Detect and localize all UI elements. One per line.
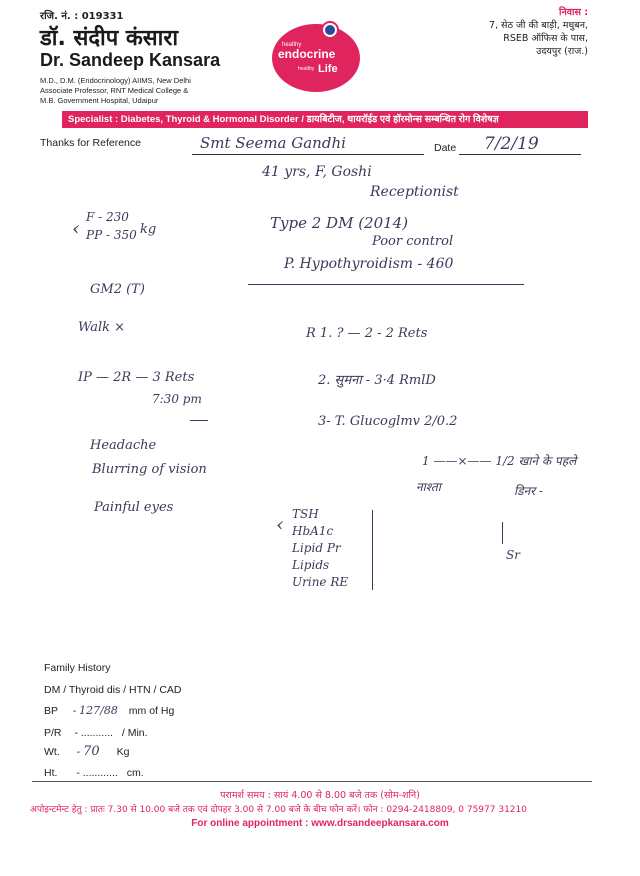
logo-healthy-top: healthy bbox=[282, 42, 302, 48]
address-label: निवास : bbox=[558, 7, 588, 18]
ht-value: ............ bbox=[82, 767, 118, 779]
ht-unit: cm. bbox=[126, 767, 144, 779]
rx-line-2: 2. सुमना - 3·4 RmlD bbox=[318, 373, 436, 388]
diagnosis-underline bbox=[248, 284, 524, 285]
sugar-pp: PP - 350 bbox=[86, 228, 137, 242]
sugar-fasting: F - 230 bbox=[86, 210, 129, 224]
sugar-unit: kg bbox=[140, 222, 157, 237]
symptom-painful-eyes: Painful eyes bbox=[94, 500, 174, 515]
diagnosis-dm: Type 2 DM (2014) bbox=[270, 214, 409, 232]
consultation-time: परामर्श समय : सायं 4.00 से 8.00 बजे तक (सोम-शनि) bbox=[220, 790, 420, 801]
specialist-banner: Specialist : Diabetes, Thyroid & Hormonal Disorder / डायबिटीज, थायरॉईड एवं हॉरमोन्स सम्बन्धित रोग विशेषज्ञ bbox=[62, 111, 588, 128]
test-item: Lipids bbox=[292, 558, 330, 572]
healthy-endocrine-logo bbox=[268, 18, 364, 94]
family-history-label: Family History bbox=[44, 662, 111, 674]
wt-unit: Kg bbox=[116, 746, 130, 758]
bp-row: BP - 127/88 mm of Hg bbox=[44, 704, 175, 717]
qualification-line: M.D., D.M. (Endocrinology) AIIMS, New Delhi bbox=[40, 76, 191, 85]
tests-divider bbox=[372, 510, 373, 590]
test-item: TSH bbox=[292, 507, 319, 521]
qualifications bbox=[40, 76, 240, 106]
pr-row: P/R - ........... / Min. bbox=[44, 727, 148, 739]
pr-value: ........... bbox=[80, 727, 113, 739]
tick-mark bbox=[502, 522, 503, 544]
bp-label: BP bbox=[44, 705, 58, 717]
address-line: RSEB ऑफिस के पास, bbox=[503, 33, 588, 44]
footer-divider bbox=[32, 781, 592, 782]
doctor-name: Dr. Sandeep Kansara bbox=[40, 50, 221, 70]
insulin-plan: IP — 2R — 3 Rets bbox=[78, 370, 195, 385]
reference-underline bbox=[192, 154, 424, 155]
address-line: उदयपुर (राज.) bbox=[536, 46, 588, 57]
appointment-info: अपोइन्टमेन्ट हेतु : प्रातः 7.30 से 10.00 बजे तक एवं दोपहर 3.00 से 7.00 बजे के बीच फोन करें। फोन : 0294-2418809, 0 75977 31210 bbox=[30, 805, 527, 815]
bracket-mark: ‹ bbox=[72, 216, 80, 240]
history-conditions: DM / Thyroid dis / HTN / CAD bbox=[44, 684, 182, 696]
rx-line-1: R 1. ? — 2 - 2 Rets bbox=[306, 326, 428, 341]
time-underline bbox=[190, 420, 208, 421]
bp-value: 127/88 bbox=[79, 704, 118, 717]
residence-address bbox=[489, 6, 588, 58]
test-item: Lipid Pr bbox=[292, 541, 341, 555]
symptom-headache: Headache bbox=[90, 438, 157, 453]
dose-dinner: डिनर - bbox=[514, 484, 543, 498]
symptom-blurring: Blurring of vision bbox=[92, 462, 207, 477]
diagnosis-hypothyroid: P. Hypothyroidism - 460 bbox=[284, 256, 454, 272]
pr-unit: / Min. bbox=[121, 727, 148, 739]
doctor-name-hindi: डॉ. संदीप कंसारा bbox=[40, 26, 179, 51]
wt-label: Wt. bbox=[44, 746, 60, 758]
thanks-for-reference-label: Thanks for Reference bbox=[40, 137, 141, 149]
wt-value: 70 bbox=[83, 744, 100, 759]
logo-endocrine: endocrine bbox=[278, 47, 336, 61]
pr-label: P/R bbox=[44, 727, 62, 739]
logo-life: Life bbox=[318, 63, 338, 75]
tests-bracket: ‹ bbox=[276, 512, 284, 536]
misc-mark: Sr bbox=[506, 548, 520, 562]
bp-unit: mm of Hg bbox=[128, 705, 175, 717]
address-line: 7, सेठ जी की बाड़ी, मधुबन, bbox=[488, 20, 588, 31]
patient-name: Smt Seema Gandhi bbox=[200, 134, 346, 152]
diagnosis-control: Poor control bbox=[372, 234, 454, 249]
dose-breakfast: नाश्ता bbox=[416, 480, 441, 494]
age-sex-note: 41 yrs, F, Goshi bbox=[262, 164, 372, 180]
insulin-time: 7:30 pm bbox=[152, 392, 202, 406]
investigations-list bbox=[292, 506, 348, 591]
date-value: 7/2/19 bbox=[484, 134, 539, 154]
date-underline bbox=[459, 154, 581, 155]
gm2-note: GM2 (T) bbox=[90, 282, 145, 297]
ht-row: Ht. - ............ cm. bbox=[44, 767, 144, 779]
logo-healthy-bottom: healthy bbox=[298, 66, 315, 72]
test-item: Urine RE bbox=[292, 575, 349, 589]
rx-line-3: 3- T. Glucoglmv 2/0.2 bbox=[318, 414, 458, 429]
dose-schedule: 1 ——×—— 1/2 खाने के पहले bbox=[422, 454, 577, 468]
walk-note: Walk × bbox=[78, 320, 126, 335]
wt-row: Wt. - 70 Kg bbox=[44, 744, 130, 759]
online-appointment-link[interactable]: For online appointment : www.drsandeepkansara.com bbox=[191, 818, 449, 829]
occupation-note: Receptionist bbox=[370, 184, 459, 200]
qualification-line: M.B. Government Hospital, Udaipur bbox=[40, 96, 159, 105]
ht-label: Ht. bbox=[44, 767, 58, 779]
registration-number: रजि. नं. : 019331 bbox=[40, 11, 124, 22]
date-label: Date bbox=[434, 142, 457, 154]
qualification-line: Associate Professor, RNT Medical College & bbox=[40, 86, 189, 95]
test-item: HbA1c bbox=[292, 524, 334, 538]
